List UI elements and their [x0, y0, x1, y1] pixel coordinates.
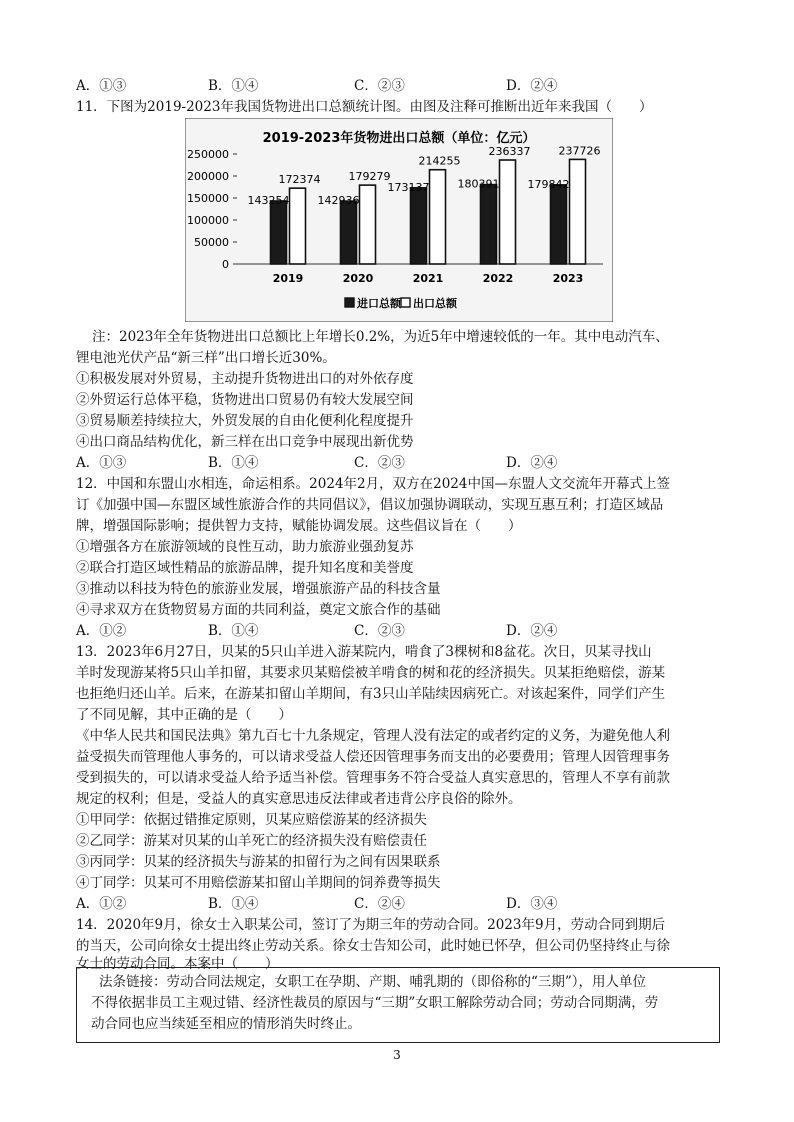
import-bar	[481, 185, 497, 264]
y-tick-label: 50000	[194, 236, 229, 249]
legend-export-swatch	[401, 298, 410, 307]
legend-import-label: 进口总额	[357, 297, 401, 310]
y-tick-label: 200000	[187, 170, 229, 183]
q13-law-line3: 受到损失的，可以请求受益人给予适当补偿。管理事务不符合受益人真实意思的，管理人不享有前款	[76, 770, 670, 786]
q12-item-3: ③推动以科技为特色的旅游业发展，增强旅游产品的科技含量	[76, 581, 441, 597]
q13-item-3: ③丙同学：贝某的经济损失与游某的扣留行为之间有因果联系	[76, 854, 441, 870]
trade-chart-svg	[185, 118, 613, 322]
option-c[interactable]: C．②③	[354, 623, 405, 639]
q13-item-4: ④丁同学：贝某可不用赔偿游某扣留山羊期间的饲养费等损失	[76, 875, 441, 891]
law-link-line1: 法条链接：劳动合同法规定，女职工在孕期、产期、哺乳期的（即俗称的“三期”），用人单位	[99, 974, 647, 990]
page-number: 3	[393, 1048, 401, 1062]
x-tick-label: 2022	[482, 272, 514, 285]
export-value-label: 236337	[488, 145, 531, 159]
option-c[interactable]: C．②③	[354, 78, 405, 94]
option-a[interactable]: A．①③	[76, 455, 127, 471]
option-b[interactable]: B．①④	[208, 455, 259, 471]
option-d[interactable]: D．②④	[506, 78, 558, 94]
export-value-label: 237726	[558, 144, 601, 158]
q11-note-line1: 注：2023年全年货物进出口总额比上年增长0.2%，为近5年中增速较低的一年。其中电动汽车、	[92, 329, 669, 345]
q13-stem-line1: 13．2023年6月27日，贝某的5只山羊进入游某院内，啃食了3棵树和8盆花。次日，贝某寻找山	[76, 644, 652, 660]
legend-import-swatch	[345, 298, 354, 307]
option-d[interactable]: D．②④	[506, 623, 558, 639]
legend-export-label: 出口总额	[413, 297, 457, 310]
y-tick-label: 250000	[187, 148, 229, 161]
q13-stem-line2: 羊时发现游某将5只山羊扣留，其要求贝某赔偿被羊啃食的树和花的经济损失。贝某拒绝赔偿，游某	[76, 665, 666, 681]
export-bar	[430, 170, 446, 264]
q14-stem-line1: 14．2020年9月，徐女士入职某公司，签订了为期三年的劳动合同。2023年9月，劳动合同到期后	[76, 917, 666, 933]
import-bar	[341, 201, 357, 264]
q14-stem-line2: 的当天，公司向徐女士提出终止劳动关系。徐女士告知公司，此时她已怀孕，但公司仍坚持终止与徐	[76, 938, 670, 954]
import-value-label: 143254	[247, 193, 290, 207]
y-tick-label: 100000	[187, 214, 229, 227]
import-bar	[551, 185, 567, 264]
export-bar	[360, 185, 376, 264]
q12-stem-line1: 12．中国和东盟山水相连，命运相系。2024年2月，双方在2024中国—东盟人文交流年开幕式上签	[76, 476, 670, 492]
q13-law-line2: 益受损失而管理他人事务的，可以请求受益人偿还因管理事务而支出的必要费用；管理人因管理事务	[76, 749, 670, 765]
q13-item-1: ①甲同学：依据过错推定原则，贝某应赔偿游某的经济损失	[76, 812, 427, 828]
export-bar	[570, 159, 586, 264]
q13-law-line4: 规定的权利；但是，受益人的真实意思违反法律或者违背公序良俗的除外。	[76, 791, 522, 807]
export-bar	[290, 188, 306, 264]
q14-stem-line3: 女士的劳动合同。本案中（ ）	[76, 956, 279, 972]
q13-item-2: ②乙同学：游某对贝某的山羊死亡的经济损失没有赔偿责任	[76, 833, 427, 849]
import-value-label: 142936	[317, 194, 360, 208]
option-b[interactable]: B．①④	[208, 78, 259, 94]
option-b[interactable]: B．①④	[208, 896, 259, 912]
option-a[interactable]: A．①②	[76, 896, 127, 912]
export-value-label: 172374	[278, 173, 321, 187]
import-value-label: 179842	[527, 177, 570, 191]
x-tick-label: 2019	[272, 272, 304, 285]
import-value-label: 180391	[457, 177, 500, 191]
import-value-label: 173137	[387, 180, 430, 194]
export-bar	[500, 160, 516, 264]
q12-item-2: ②联合打造区域性精品的旅游品牌，提升知名度和美誉度	[76, 560, 414, 576]
export-value-label: 179279	[348, 170, 391, 184]
trade-chart	[185, 118, 613, 322]
x-tick-label: 2021	[412, 272, 444, 285]
import-bar	[271, 201, 287, 264]
option-b[interactable]: B．①④	[208, 623, 259, 639]
option-a[interactable]: A．①③	[76, 78, 127, 94]
x-tick-label: 2023	[552, 272, 584, 285]
y-tick-label: 0	[222, 258, 229, 271]
q11-item-1: ①积极发展对外贸易，主动提升货物进出口的对外依存度	[76, 371, 414, 387]
law-link-box	[76, 967, 720, 1043]
option-d[interactable]: D．③④	[506, 896, 558, 912]
q12-stem-line2: 订《加强中国—东盟区域性旅游合作的共同倡议》，倡议加强协调联动，实现互惠互利；打造区域品	[76, 497, 664, 513]
q11-item-2: ②外贸运行总体平稳，货物进出口贸易仍有较大发展空间	[76, 392, 414, 408]
export-value-label: 214255	[418, 154, 461, 168]
q13-law-line1: 《中华人民共和国民法典》第九百七十九条规定，管理人没有法定的或者约定的义务，为避免他人利	[76, 728, 670, 744]
q12-stem-line3: 牌，增强国际影响；提供智力支持，赋能协调发展。这些倡议旨在（ ）	[76, 518, 522, 534]
q12-item-4: ④寻求双方在货物贸易方面的共同利益，奠定文旅合作的基础	[76, 602, 441, 618]
import-bar	[411, 188, 427, 264]
q11-item-4: ④出口商品结构优化，新三样在出口竞争中展现出新优势	[76, 434, 414, 450]
q12-item-1: ①增强各方在旅游领域的良性互动，助力旅游业强劲复苏	[76, 539, 414, 555]
option-c[interactable]: C．②③	[354, 455, 405, 471]
q11-item-3: ③贸易顺差持续拉大，外贸发展的自由化便利化程度提升	[76, 413, 414, 429]
q13-stem-line4: 了不同见解，其中正确的是（ ）	[76, 707, 292, 723]
q11-note-line2: 锂电池光伏产品“新三样”出口增长近30%。	[76, 350, 336, 366]
chart-title: 2019-2023年货物进出口总额（单位：亿元）	[262, 131, 536, 146]
law-link-line2: 不得依据非员工主观过错、经济性裁员的原因与“三期”女职工解除劳动合同；劳动合同期满，劳	[91, 995, 659, 1011]
q11-stem: 11．下图为2019-2023年我国货物进出口总额统计图。由图及注释可推断出近年来我国（ ）	[76, 99, 653, 115]
q13-stem-line3: 也拒绝归还山羊。后来，在游某扣留山羊期间，有3只山羊陆续因病死亡。对该起案件，同学们产生	[76, 686, 666, 702]
option-a[interactable]: A．①②	[76, 623, 127, 639]
y-tick-label: 150000	[187, 192, 229, 205]
option-c[interactable]: C．②④	[354, 896, 405, 912]
law-link-line3: 动合同也应当续延至相应的情形消失时终止。	[91, 1016, 361, 1032]
x-tick-label: 2020	[342, 272, 374, 285]
option-d[interactable]: D．②④	[506, 455, 558, 471]
